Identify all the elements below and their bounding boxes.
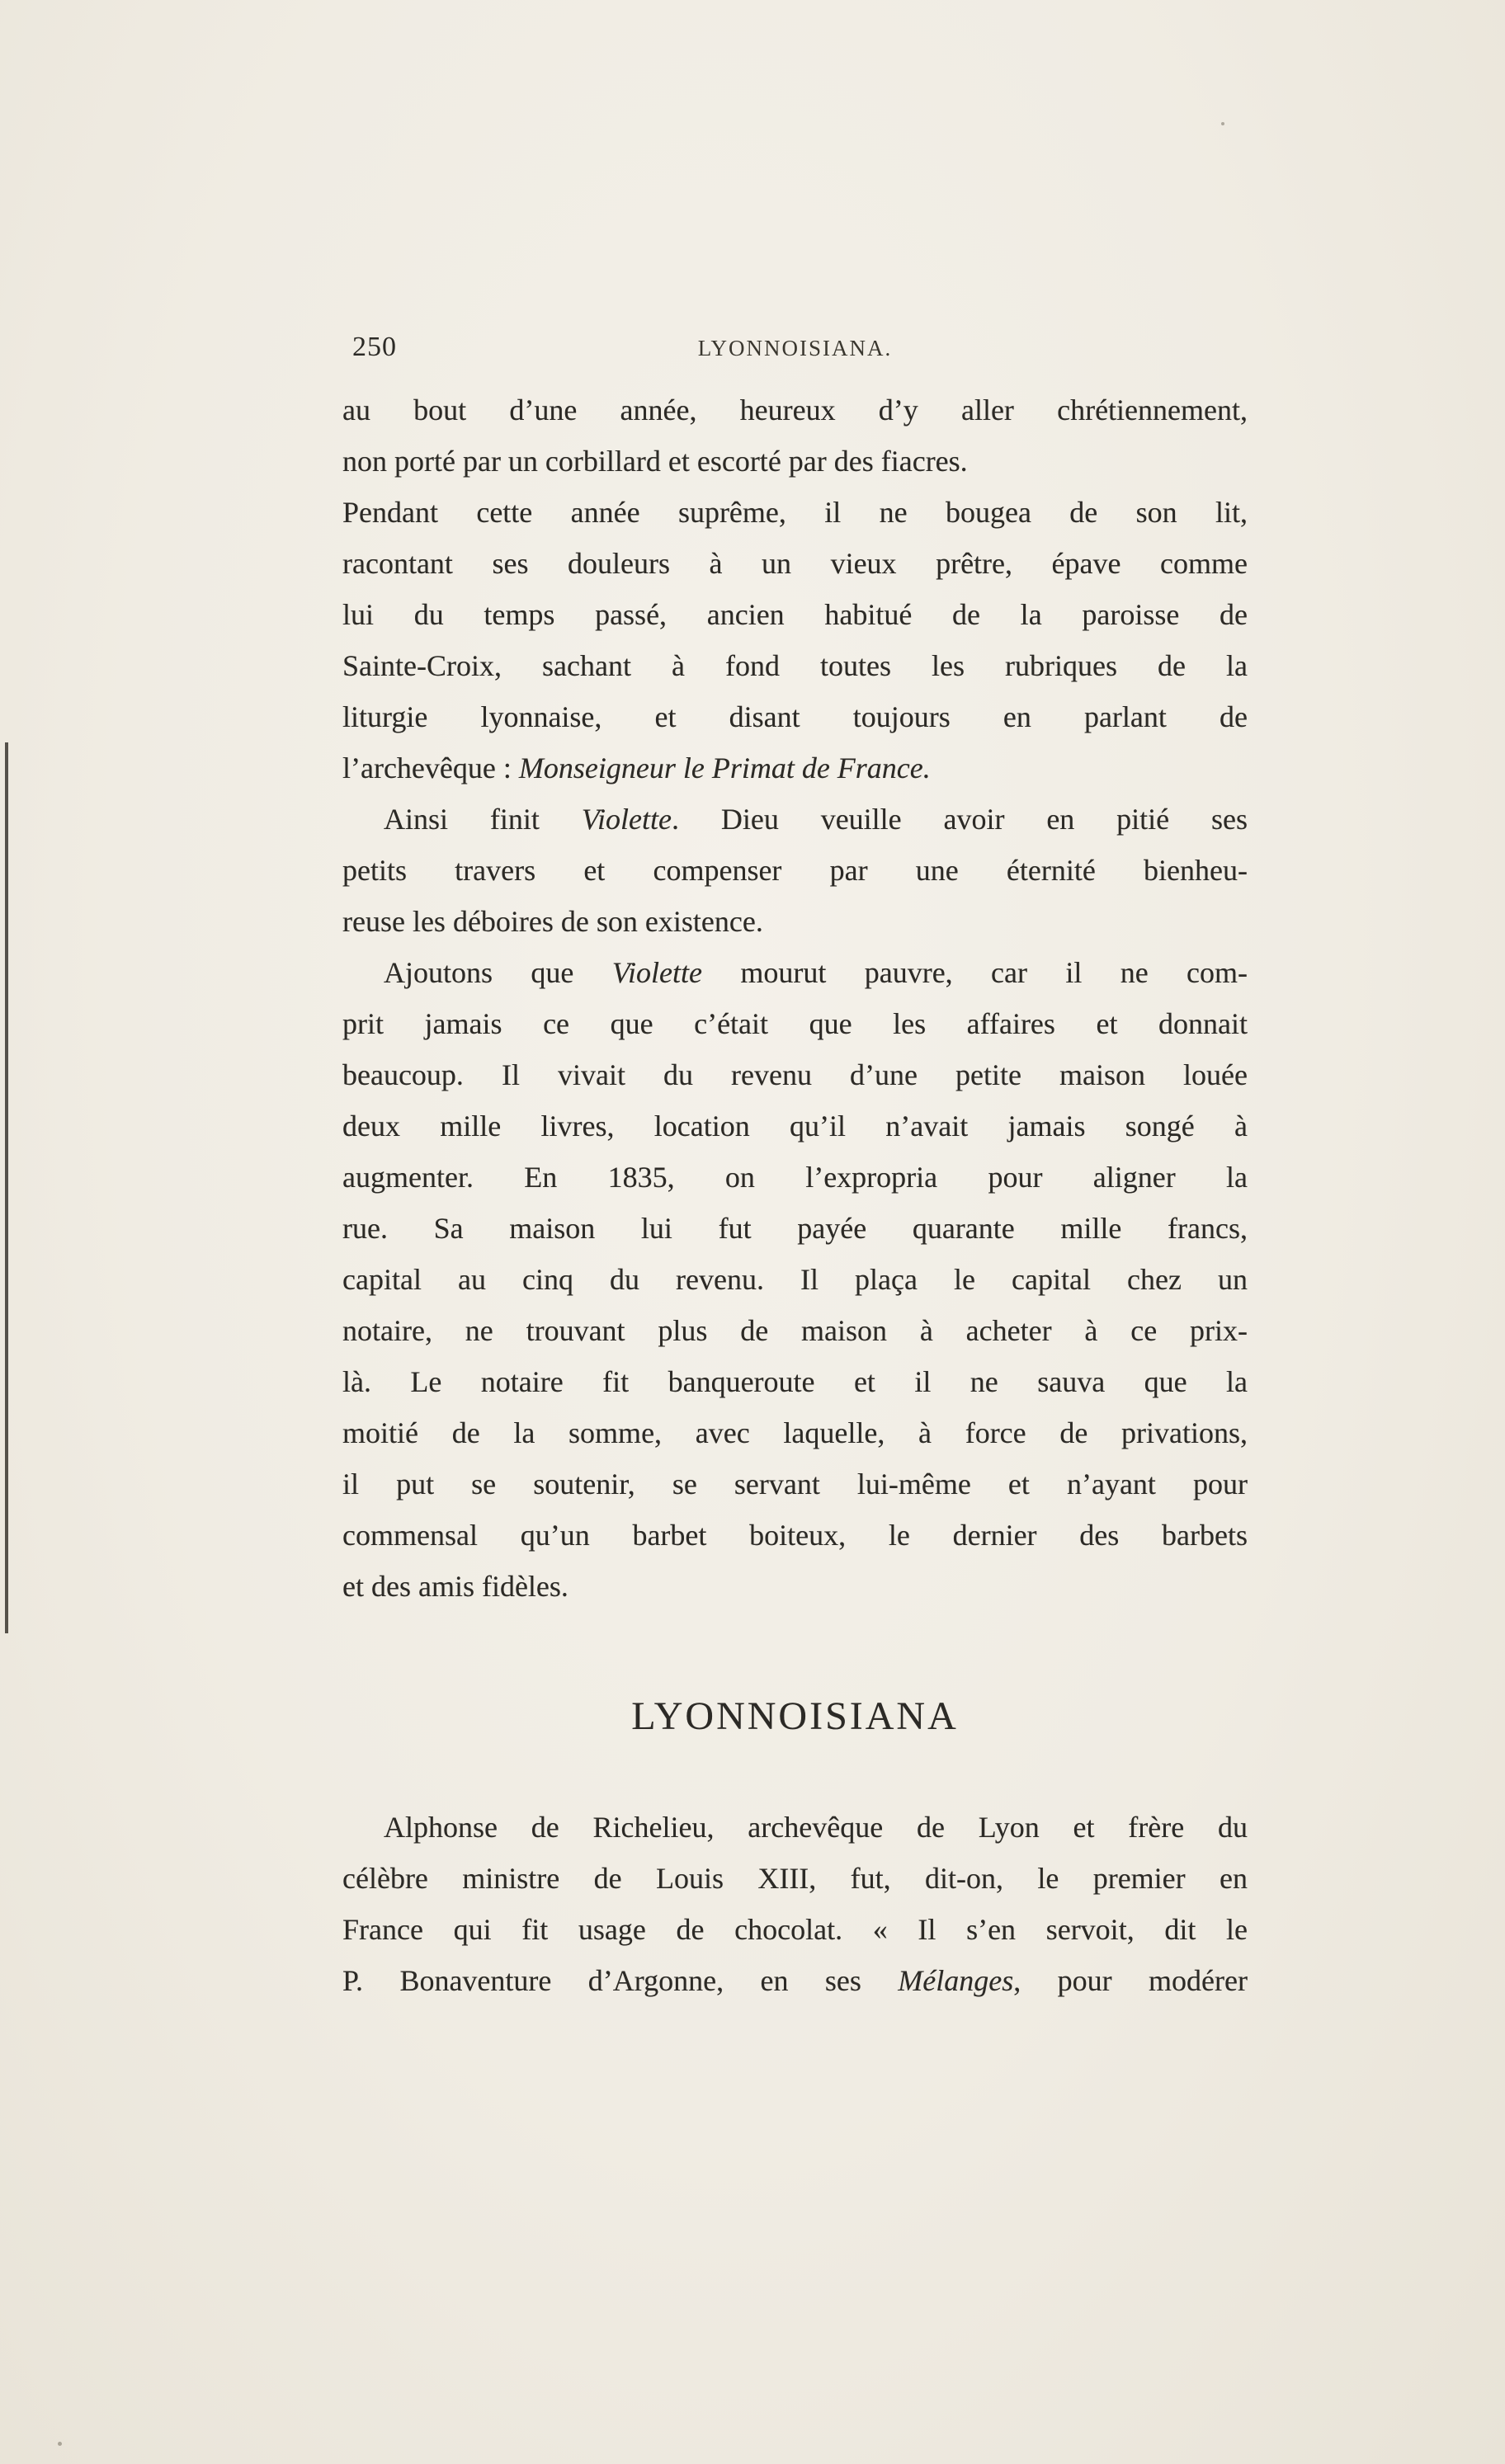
text-line: Sainte-Croix, sachant à fond toutes les rubriques de la	[342, 649, 1248, 682]
text-line: rue. Sa maison lui fut payée quarante mille francs,	[342, 1212, 1248, 1245]
text-line: capital au cinq du revenu. Il plaça le capital chez un	[342, 1263, 1248, 1296]
page-number: 250	[352, 332, 397, 362]
paragraph-continuation	[342, 384, 1248, 487]
paragraph-ainsi-finit	[342, 794, 1248, 947]
scan-speck	[58, 2442, 62, 2446]
text-line: Alphonse de Richelieu, archevêque de Lyon et frère du	[384, 1811, 1248, 1844]
scan-edge-artifact	[5, 742, 8, 1633]
running-title: LYONNOISIANA.	[697, 336, 893, 360]
text-line: notaire, ne trouvant plus de maison à acheter à ce prix-	[342, 1314, 1248, 1347]
text-line: au bout d’une année, heureux d’y aller chrétiennement,	[342, 393, 1248, 426]
text-line: là. Le notaire fit banqueroute et il ne sauva que la	[342, 1365, 1248, 1398]
text-line: lui du temps passé, ancien habitué de la paroisse de	[342, 598, 1248, 631]
text-line: deux mille livres, location qu’il n’avait jamais songé à	[342, 1110, 1248, 1142]
paragraph-alphonse	[342, 1802, 1248, 2006]
text-line: célèbre ministre de Louis XIII, fut, dit-on, le premier en	[342, 1862, 1248, 1895]
text-line: Ainsi finit Violette. Dieu veuille avoir en pitié ses	[384, 803, 1248, 836]
text-line: P. Bonaventure d’Argonne, en ses Mélanges, pour modérer	[342, 1964, 1248, 1997]
text-line: France qui fit usage de chocolat. « Il s’en servoit, dit le	[342, 1913, 1248, 1946]
text-line: prit jamais ce que c’était que les affaires et donnait	[342, 1007, 1248, 1040]
text-line: moitié de la somme, avec laquelle, à force de privations,	[342, 1416, 1248, 1449]
text-line: non porté par un corbillard et escorté par des fiacres.	[342, 445, 968, 478]
paragraph-ajoutons	[342, 947, 1248, 1612]
scan-speck	[1221, 122, 1224, 125]
text-column	[342, 332, 1248, 2006]
text-line: commensal qu’un barbet boiteux, le dernier des barbets	[342, 1519, 1248, 1552]
text-line: et des amis fidèles.	[342, 1570, 569, 1603]
text-line: petits travers et compenser par une éternité bienheu-	[342, 854, 1248, 887]
paragraph-pendant	[342, 487, 1248, 794]
text-line: il put se soutenir, se servant lui-même et n’ayant pour	[342, 1468, 1248, 1501]
section-heading: LYONNOISIANA	[631, 1694, 959, 1738]
text-line: Pendant cette année suprême, il ne bougea de son lit,	[342, 496, 1248, 529]
page-header	[342, 332, 1248, 379]
text-line: augmenter. En 1835, on l’expropria pour aligner la	[342, 1161, 1248, 1194]
text-line: liturgie lyonnaise, et disant toujours en parlant de	[342, 700, 1248, 733]
text-line: l’archevêque : Monseigneur le Primat de France.	[342, 751, 931, 784]
text-line: beaucoup. Il vivait du revenu d’une petite maison louée	[342, 1058, 1248, 1091]
text-line: reuse les déboires de son existence.	[342, 905, 763, 938]
text-line: racontant ses douleurs à un vieux prêtre, épave comme	[342, 547, 1248, 580]
text-line: Ajoutons que Violette mourut pauvre, car il ne com-	[384, 956, 1248, 989]
